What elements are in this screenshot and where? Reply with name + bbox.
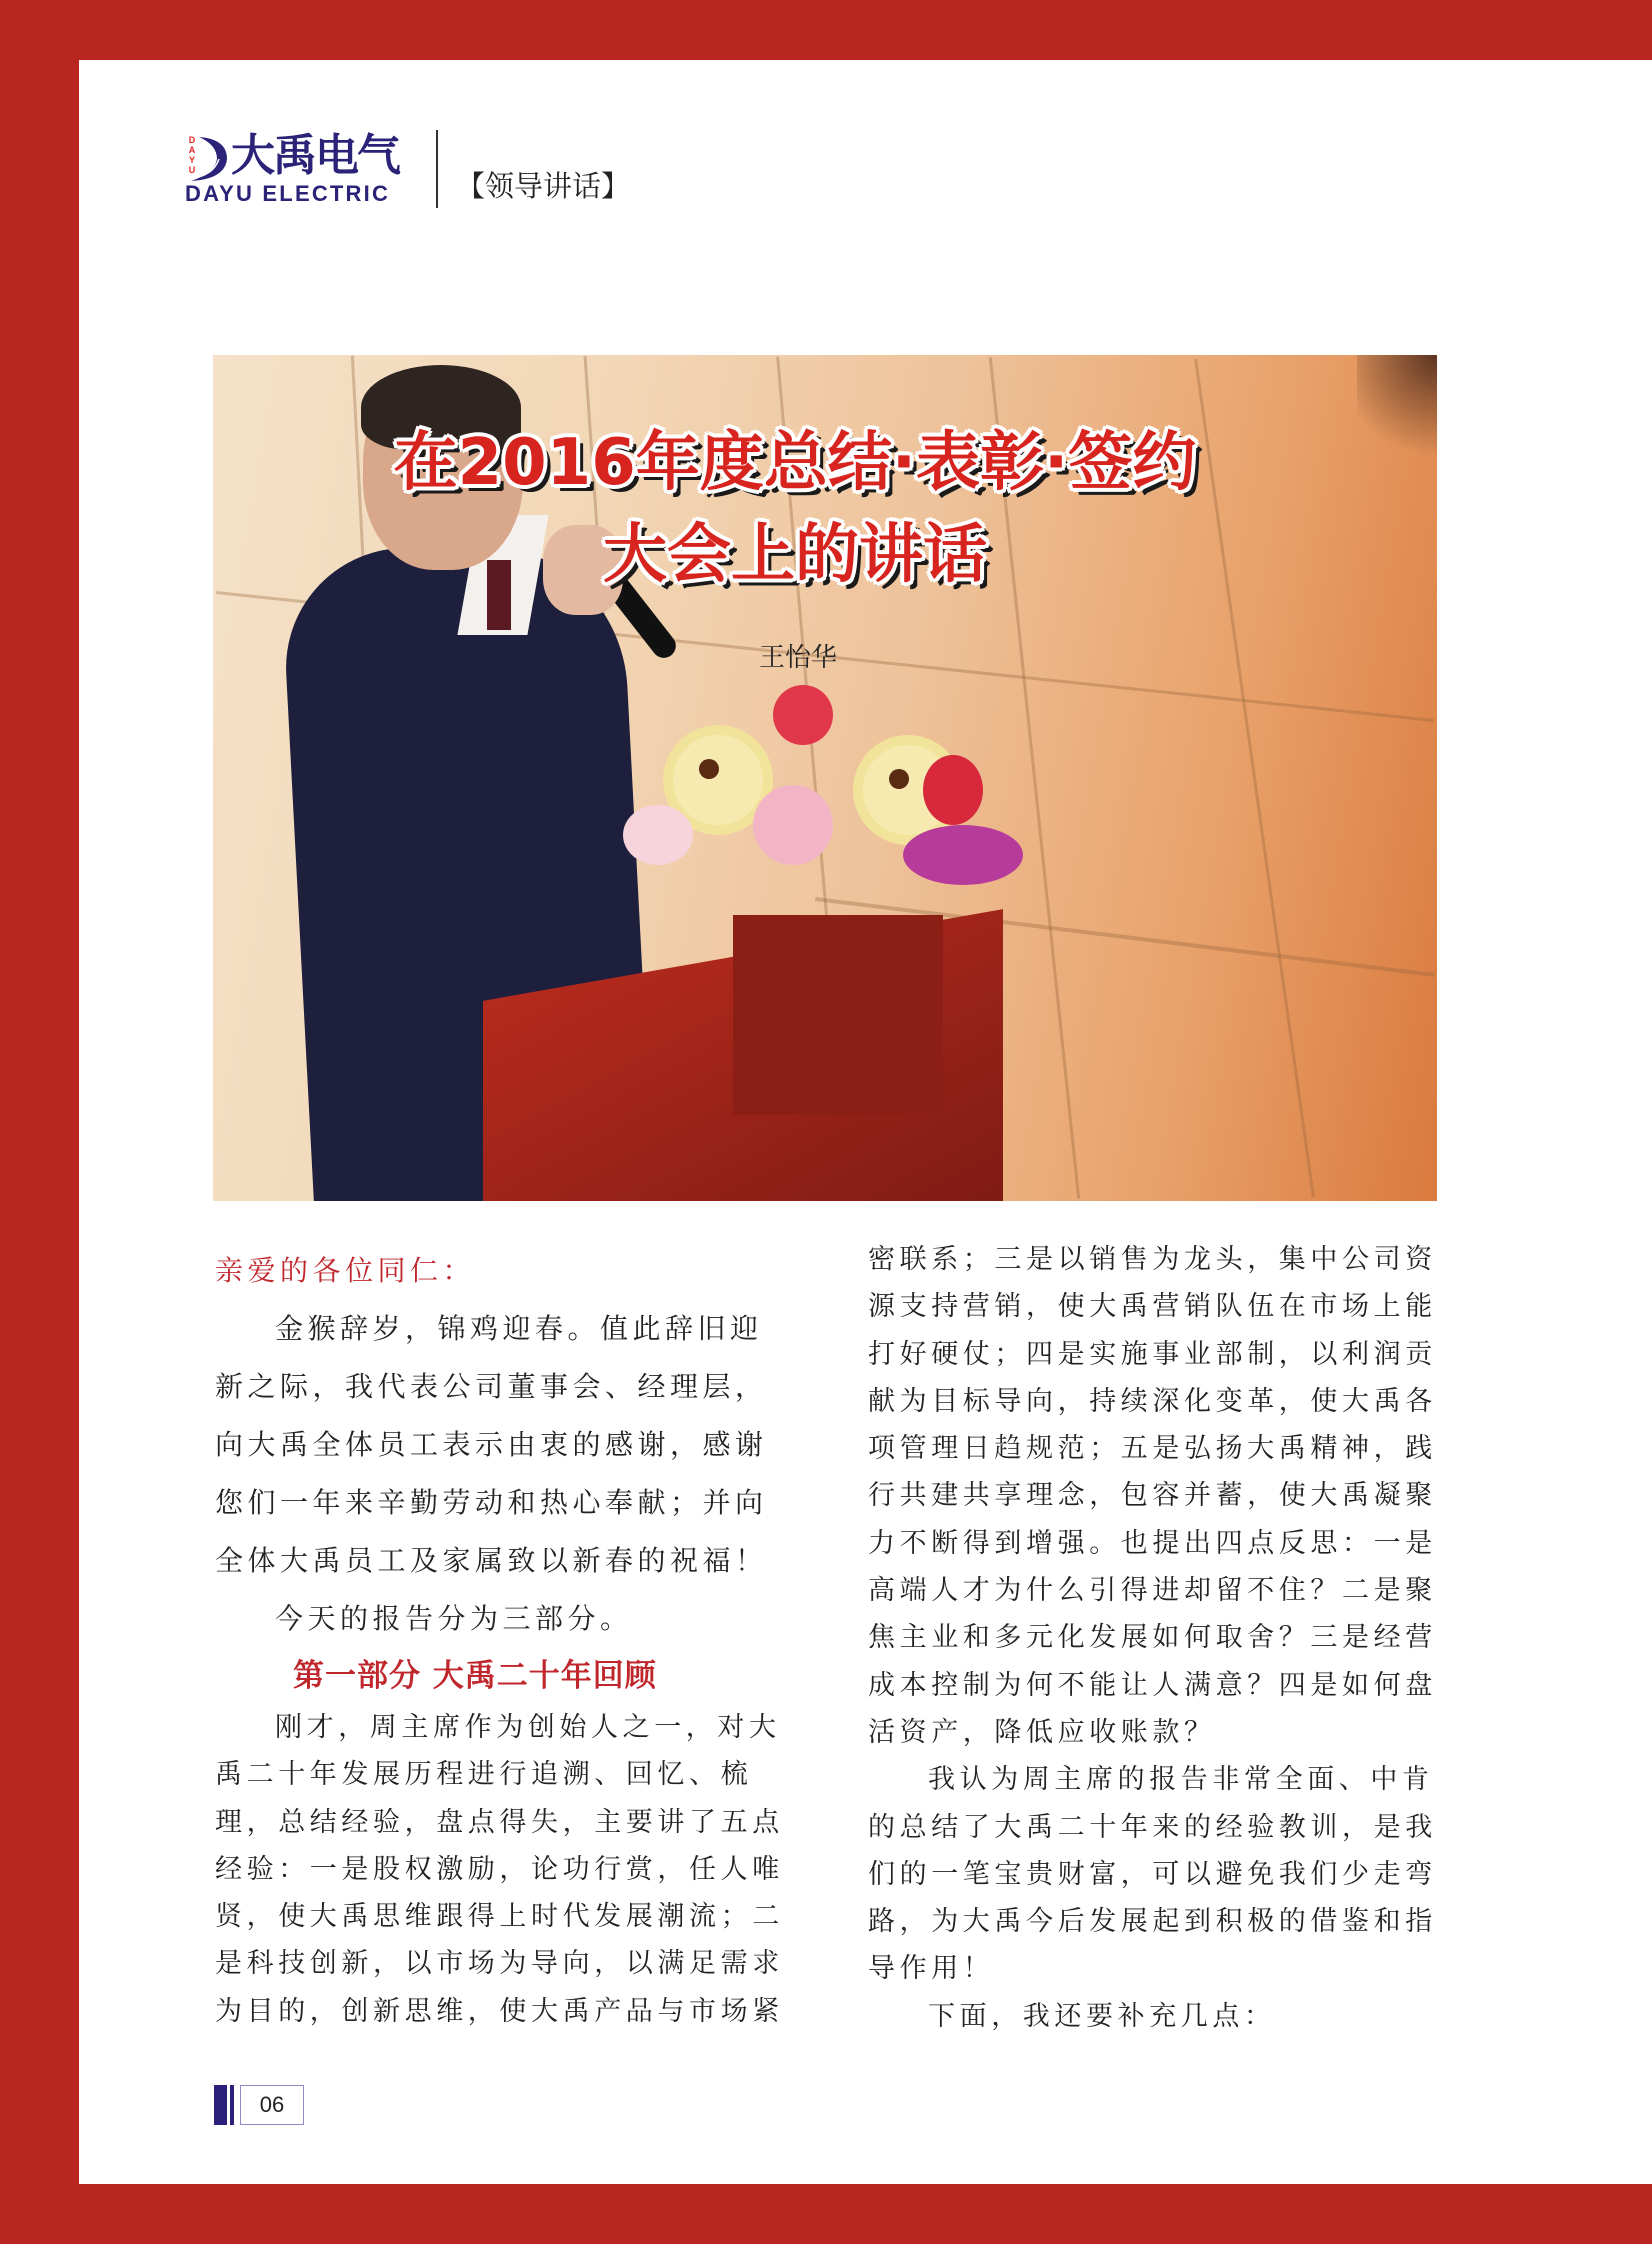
article-title-line-1: 在2016年度总结·表彰·签约 <box>393 426 1197 500</box>
company-logo <box>185 132 425 208</box>
page-number-bar-icon <box>230 2085 234 2125</box>
page-number-bar-icon <box>214 2085 227 2125</box>
article-left-column <box>215 1242 787 2035</box>
paragraph-line: 下面，我还要补充几点： <box>928 2000 1276 2032</box>
podium-top <box>733 915 943 1115</box>
page-frame-top <box>0 0 1652 60</box>
section-tag: 【领导讲话】 <box>456 169 631 203</box>
logo-letter: D <box>188 135 196 145</box>
page-number: 06 <box>240 2085 304 2125</box>
paragraph-line: 金猴辞岁，锦鸡迎春。值此辞旧迎 <box>275 1312 763 1345</box>
paragraph-line: 源支持营销，使大禹营销队伍在市场上能 <box>868 1291 1437 1323</box>
paragraph-line: 们的一笔宝贵财富，可以避免我们少走弯 <box>868 1858 1437 1890</box>
paragraph-line: 刚才，周主席作为创始人之一，对大 <box>275 1712 781 1743</box>
paragraph-line: 打好硬仗；四是实施事业部制，以利润贡 <box>868 1338 1437 1370</box>
paragraph-line: 活资产，降低应收账款？ <box>868 1716 1216 1748</box>
paragraph-line: 为目的，创新思维，使大禹产品与市场紧 <box>215 1995 784 2027</box>
paragraph-line: 今天的报告分为三部分。 <box>275 1602 633 1635</box>
paragraph-line: 项管理日趋规范；五是弘扬大禹精神，践 <box>868 1433 1437 1465</box>
paragraph-line: 经验：一是股权激励，论功行赏，任人唯 <box>215 1853 784 1885</box>
page-frame-bottom <box>0 2184 1652 2244</box>
flower <box>923 755 983 825</box>
flower-center <box>699 759 719 779</box>
paragraph-line: 密联系；三是以销售为龙头，集中公司资 <box>868 1244 1437 1275</box>
page-frame-left <box>0 0 79 2244</box>
paragraph-line: 是科技创新，以市场为导向，以满足需求 <box>215 1948 784 1980</box>
article-right-column <box>868 1236 1440 2040</box>
paragraph-line: 全体大禹员工及家属致以新春的祝福！ <box>215 1544 768 1577</box>
paragraph-line: 的总结了大禹二十年来的经验教训，是我 <box>868 1811 1437 1843</box>
paragraph-line: 行共建共享理念，包容并蓄，使大禹凝聚 <box>868 1480 1437 1512</box>
logo-letter: Y <box>188 155 195 165</box>
paragraph-line: 力不断得到增强。也提出四点反思：一是 <box>868 1527 1437 1559</box>
paragraph-line: 成本控制为何不能让人满意？四是如何盘 <box>868 1669 1437 1701</box>
section-heading: 第一部分 大禹二十年回顾 <box>293 1658 657 1694</box>
logo-letter: U <box>188 165 196 175</box>
flower <box>773 685 833 745</box>
flower-arrangement <box>603 655 1043 895</box>
logo-letter: A <box>188 145 196 155</box>
paragraph-line: 路，为大禹今后发展起到积极的借鉴和指 <box>868 1906 1437 1938</box>
logo-chinese-name: 大禹电气 <box>231 130 399 181</box>
article-author: 王怡华 <box>758 643 837 673</box>
hero-photo <box>213 355 1437 1201</box>
flower <box>623 805 693 865</box>
header-divider <box>436 130 438 208</box>
paragraph-line: 向大禹全体员工表示由衷的感谢，感谢 <box>215 1428 768 1461</box>
paragraph-line: 焦主业和多元化发展如何取舍？三是经营 <box>868 1622 1437 1654</box>
paragraph-line: 您们一年来辛勤劳动和热心奉献；并向 <box>215 1486 768 1519</box>
flower <box>753 785 833 865</box>
article-title-line-2: 大会上的讲话 <box>603 518 987 592</box>
paragraph-line: 导作用！ <box>868 1953 995 1985</box>
orchid <box>903 825 1023 885</box>
paragraph-line: 禹二十年发展历程进行追溯、回忆、梳 <box>215 1759 753 1791</box>
paragraph-line: 献为目标导向，持续深化变革，使大禹各 <box>868 1385 1437 1417</box>
paragraph-line: 理，总结经验，盘点得失，主要讲了五点 <box>215 1806 784 1838</box>
paragraph-line: 贤，使大禹思维跟得上时代发展潮流；二 <box>215 1901 784 1933</box>
logo-mark-letters <box>187 135 197 175</box>
paragraph-line: 新之际，我代表公司董事会、经理层， <box>215 1370 768 1403</box>
flower-center <box>889 769 909 789</box>
logo-mark-icon <box>185 135 229 181</box>
logo-english-name: DAYU ELECTRIC <box>185 181 391 206</box>
greeting: 亲爱的各位同仁： <box>215 1254 476 1287</box>
paragraph-line: 高端人才为什么引得进却留不住？二是聚 <box>868 1575 1437 1607</box>
paragraph-line: 我认为周主席的报告非常全面、中肯 <box>928 1764 1434 1796</box>
